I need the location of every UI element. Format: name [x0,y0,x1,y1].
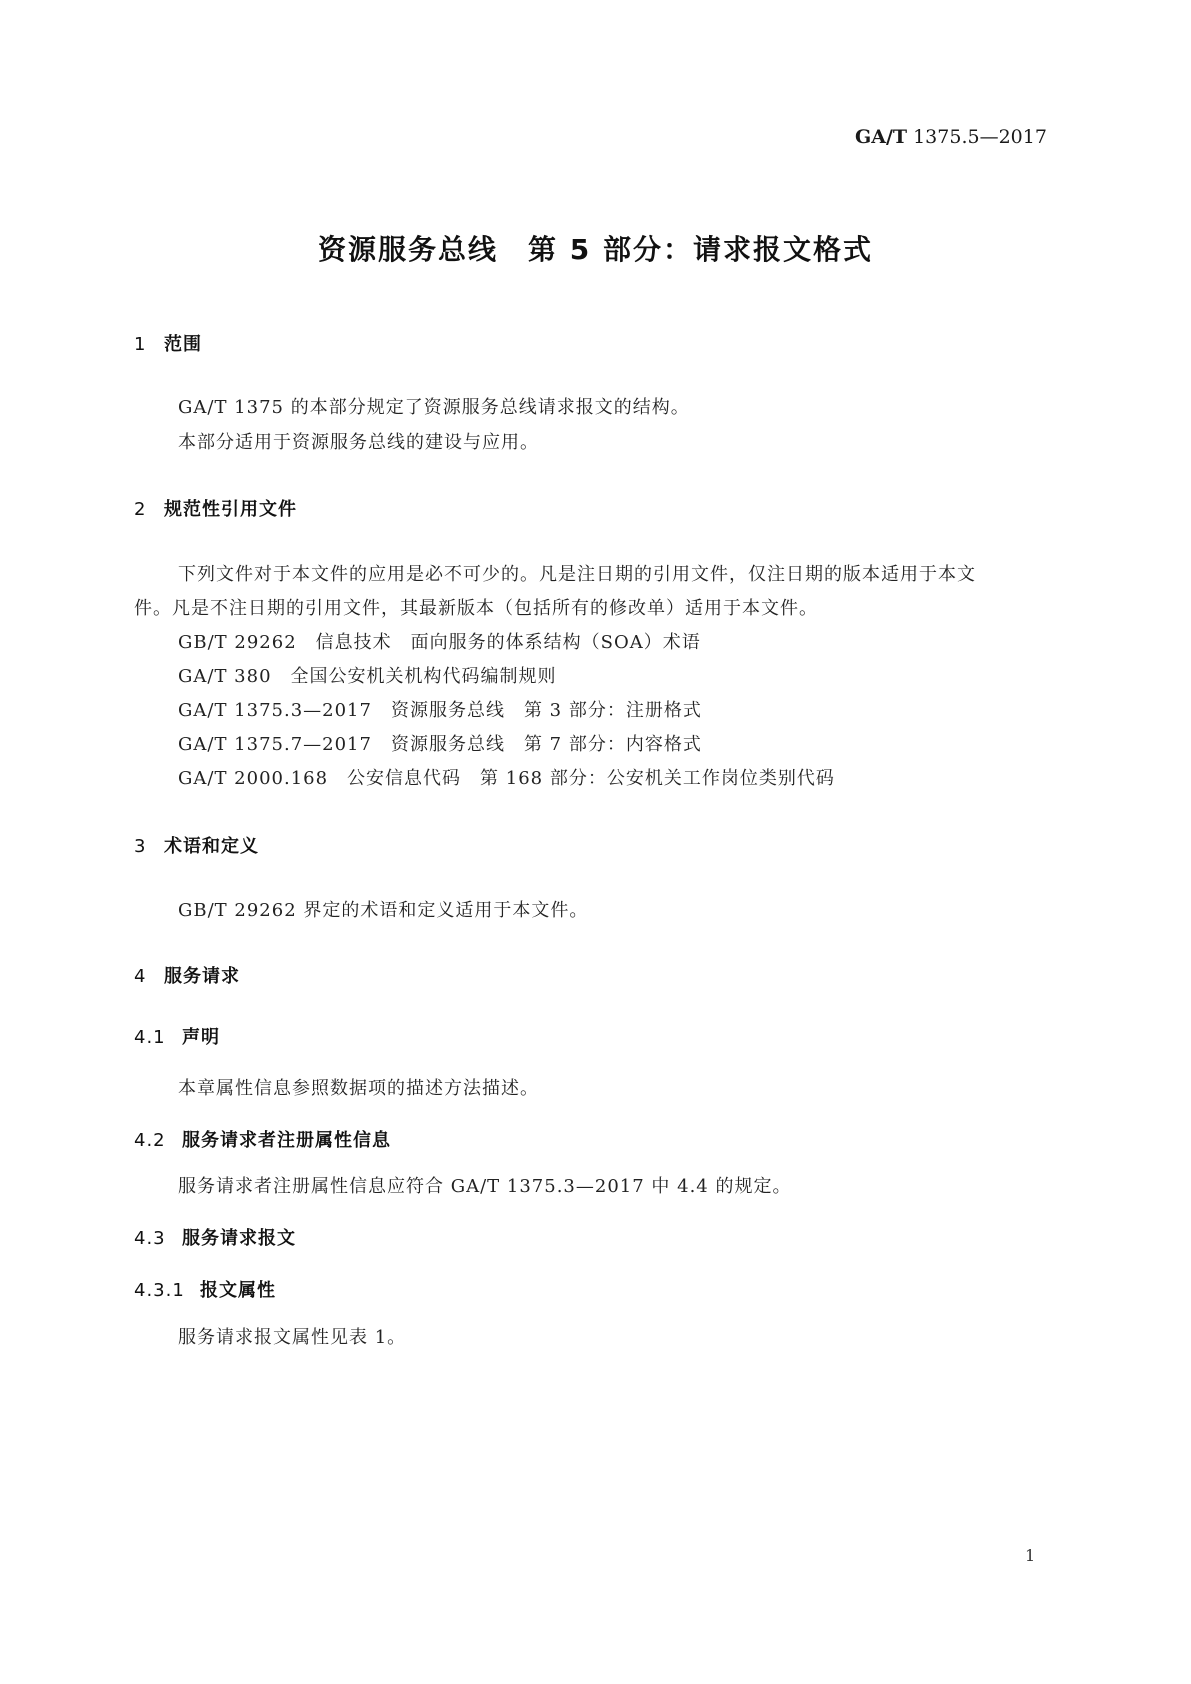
document-title: 资源服务总线 第 5 部分：请求报文格式 [318,233,873,266]
section-4-3-1-paragraph-1: 服务请求报文属性见表 1。 [178,1327,407,1348]
section-2-heading [134,495,297,521]
section-4-3-heading [134,1224,296,1250]
standard-prefix: GA/T [855,126,908,148]
standard-number: 1375.5—2017 [913,126,1047,148]
section-4-heading [134,962,240,988]
section-number: 4.3 [134,1228,166,1249]
standard-code [855,126,1047,148]
section-title: 声明 [182,1027,220,1048]
reference-item: GA/T 1375.3—2017 资源服务总线 第 3 部分：注册格式 [178,700,702,721]
section-number: 4.1 [134,1027,166,1048]
section-number: 1 [134,334,147,355]
reference-item: GA/T 1375.7—2017 资源服务总线 第 7 部分：内容格式 [178,734,702,755]
section-1-paragraph-2: 本部分适用于资源服务总线的建设与应用。 [178,432,539,453]
section-number: 2 [134,499,147,520]
section-4-1-heading [134,1023,220,1049]
section-4-3-1-heading [134,1276,276,1302]
section-number: 4 [134,966,147,987]
reference-item: GB/T 29262 信息技术 面向服务的体系结构（SOA）术语 [178,632,701,653]
section-title: 规范性引用文件 [164,499,297,520]
section-number: 4.3.1 [134,1280,185,1301]
section-3-paragraph-1: GB/T 29262 界定的术语和定义适用于本文件。 [178,900,589,921]
section-title: 服务请求 [164,966,240,987]
section-title: 服务请求者注册属性信息 [182,1130,391,1151]
section-4-2-paragraph-1: 服务请求者注册属性信息应符合 GA/T 1375.3—2017 中 4.4 的规定。 [178,1176,792,1197]
reference-item: GA/T 2000.168 公安信息代码 第 168 部分：公安机关工作岗位类别代码 [178,768,835,789]
section-number: 3 [134,836,147,857]
section-title: 服务请求报文 [182,1228,296,1249]
section-2-intro-line-2: 件。凡是不注日期的引用文件，其最新版本（包括所有的修改单）适用于本文件。 [134,598,818,619]
section-1-paragraph-1: GA/T 1375 的本部分规定了资源服务总线请求报文的结构。 [178,397,690,418]
section-title: 范围 [164,334,202,355]
section-3-heading [134,832,259,858]
reference-item: GA/T 380 全国公安机关机构代码编制规则 [178,666,557,687]
section-number: 4.2 [134,1130,166,1151]
section-1-heading [134,330,202,356]
section-4-2-heading [134,1126,391,1152]
section-4-1-paragraph-1: 本章属性信息参照数据项的描述方法描述。 [178,1078,539,1099]
section-2-intro-line-1: 下列文件对于本文件的应用是必不可少的。凡是注日期的引用文件，仅注日期的版本适用于本文 [178,564,976,585]
page-number: 1 [1025,1546,1036,1565]
section-title: 报文属性 [200,1280,276,1301]
section-title: 术语和定义 [164,836,259,857]
